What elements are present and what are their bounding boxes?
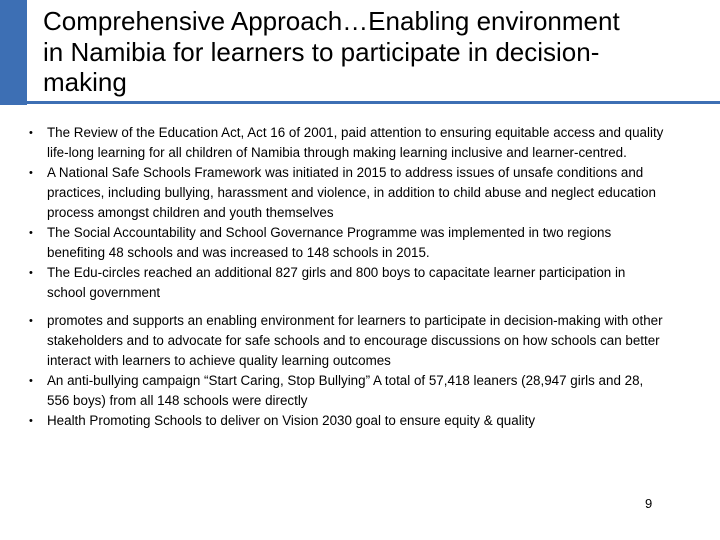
bullet-marker: • [29,227,33,239]
bullet-text: A National Safe Schools Framework was initiated in 2015 to address issues of unsafe conditions and practices, including bullying, harassment and violence, in addition to child abuse and neglect education process amongst children and youth themselves [47,165,656,220]
bullet-text: The Edu-circles reached an additional 827 girls and 800 boys to capacitate learner participation in school government [47,265,626,300]
title-underline-rule [27,101,720,104]
bullet-item [0,123,667,163]
bullet-item [0,163,667,223]
bullet-text: promotes and supports an enabling environment for learners to participate in decision-making with other stakeholders and to advocate for safe schools and to encourage discussions on how schools can better interact with learners to achieve quality learning outcomes [47,313,663,368]
bullet-text: The Review of the Education Act, Act 16 of 2001, paid attention to ensuring equitable access and quality life-long learning for all children of Namibia through making learning inclusive and learner-centred. [47,125,664,160]
bullet-marker: • [29,167,33,179]
bullet-marker: • [29,415,33,427]
page-number: 9 [645,496,653,511]
bullet-marker: • [29,315,33,327]
bullet-item [0,263,667,303]
bullet-marker: • [29,375,33,387]
bullet-text: An anti-bullying campaign “Start Caring, Stop Bullying” A total of 57,418 leaners (28,947 girls and 28, 556 boys) from all 148 schools were directly [47,373,644,408]
bullet-item [0,371,667,411]
bullet-text: The Social Accountability and School Governance Programme was implemented in two regions benefiting 48 schools and was increased to 148 schools in 2015. [47,225,612,260]
bullet-marker: • [29,127,33,139]
bullet-item [0,223,667,263]
bullet-list [0,123,720,431]
bullet-item [0,311,667,371]
accent-sidebar-bar [0,0,27,105]
bullet-item [0,411,667,431]
slide-title: Comprehensive Approach…Enabling environment in Namibia for learners to participate in decision-making [43,6,620,97]
bullet-text: Health Promoting Schools to deliver on Vision 2030 goal to ensure equity & quality [47,413,536,428]
bullet-marker: • [29,267,33,279]
